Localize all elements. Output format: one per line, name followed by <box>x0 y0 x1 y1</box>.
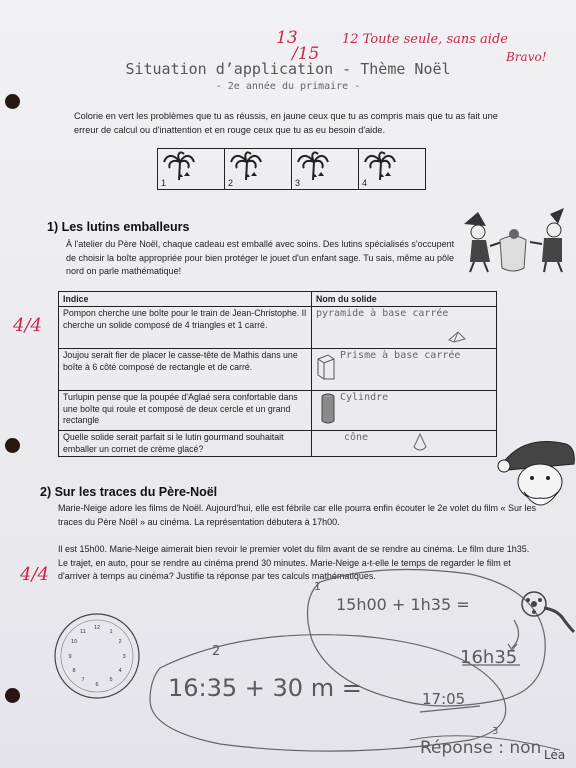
header-clue: Indice <box>59 292 312 307</box>
answer-text: Prisme à base carrée <box>340 350 461 361</box>
teacher-bravo: Bravo! <box>506 50 547 64</box>
work-step-2-result: 17:05 <box>422 690 466 708</box>
header-solid-name: Nom du solide <box>312 292 497 307</box>
clock-number: 1 <box>109 629 113 635</box>
problem-number: 2 <box>228 178 234 188</box>
work-step-2-marker: 2 <box>212 644 221 659</box>
section1-margin-score: 4/4 <box>13 315 42 336</box>
instructions: Colorie en vert les problèmes que tu as réussis, en jaune ceux que tu as compris mais que tu as fait une erreur de calcul ou d'inattention et en rouge ceux que tu as eu besoin d'aide. <box>74 111 498 135</box>
answer-text: Cylindre <box>340 392 389 403</box>
work-step-2: 16:35 + 30 m = <box>168 674 362 702</box>
answer-text: pyramide à base carrée <box>316 308 449 319</box>
clue-cell: Quelle solide serait parfait si le lutin gourmand souhaitait emballer un cornet de crème glacé? <box>59 431 312 457</box>
final-answer: Réponse : non <box>420 738 542 758</box>
problem-number: 1 <box>161 178 167 188</box>
teacher-comment: 12 Toute seule, sans aide <box>342 32 508 47</box>
clock-number: 11 <box>80 629 86 635</box>
section2-text-1: Marie-Neige adore les films de Noël. Aujourd'hui, elle est fébrile car elle pourra enfin écouter le 2e volet du film « Sur les traces du Père Noël » au cinéma. La représentation débutera à 17h00. <box>58 503 536 527</box>
clock-number: 8 <box>72 668 76 674</box>
section1-heading: 1) Les lutins emballeurs <box>47 220 190 234</box>
problem-number: 4 <box>362 178 368 188</box>
clock-number: 2 <box>118 639 122 645</box>
clock-number: 3 <box>122 654 126 660</box>
section2-margin-score: 4/4 <box>20 564 49 585</box>
work-step-1: 15h00 + 1h35 = <box>336 595 470 614</box>
clock-number: 4 <box>118 668 122 674</box>
page-title: Situation d’application - Thème Noël <box>125 60 451 78</box>
answer-text: cône <box>344 432 369 443</box>
grade-score: 13 <box>276 28 298 48</box>
clock-number: 7 <box>81 677 85 683</box>
work-step-1-result: 16h35 <box>460 647 518 668</box>
clue-cell: Joujou serait fier de placer le casse-tête de Mathis dans une boîte à 6 côté composé de rectangle et de carré. <box>59 349 312 391</box>
grade-total: /15 <box>292 44 320 64</box>
page-subtitle: - 2e année du primaire - <box>215 81 361 92</box>
clock-number: 10 <box>70 639 78 645</box>
clock-number: 6 <box>95 682 99 688</box>
problem-number: 3 <box>295 178 301 188</box>
clue-cell: Turlupin pense que la poupée d'Aglaé sera confortable dans une boîte qui roule et composé de deux cercle et un grand rectangle <box>59 391 312 431</box>
clock-number: 5 <box>109 677 113 683</box>
section2-text-2: Il est 15h00. Marie-Neige aimerait bien revoir le premier volet du film avant de se rendre au cinéma. Le film dure 1h35. Le trajet, en auto, pour se rendre au cinéma prend 30 minutes. Marie-Neige a-t-elle le temps de regarder le film et d'arriver à temps au cinéma? Justifie ta réponse par tes calculs mathématiques. <box>58 544 530 581</box>
clock-number: 9 <box>68 654 72 660</box>
work-step-3-marker: 3 <box>492 726 499 737</box>
clue-cell: Pompon cherche une boîte pour le train de Jean-Christophe. Il cherche un solide composé de 4 triangles et 1 carré. <box>59 307 312 349</box>
section1-text: À l'atelier du Père Noël, chaque cadeau est emballé avec soins. Des lutins spécialisés s'occupent de choisir la boîte appropriée pour bien protéger le jouet d'un enfant sage. Tu sais, même au pôle nord on parle mathématique! <box>66 239 455 276</box>
work-step-1-marker: 1 <box>314 580 321 593</box>
clock-number: 12 <box>93 625 101 631</box>
film-reel-sketch-icon <box>518 590 576 636</box>
student-signature: Léa <box>544 748 566 762</box>
section2-heading: 2) Sur les traces du Père-Noël <box>40 485 218 499</box>
